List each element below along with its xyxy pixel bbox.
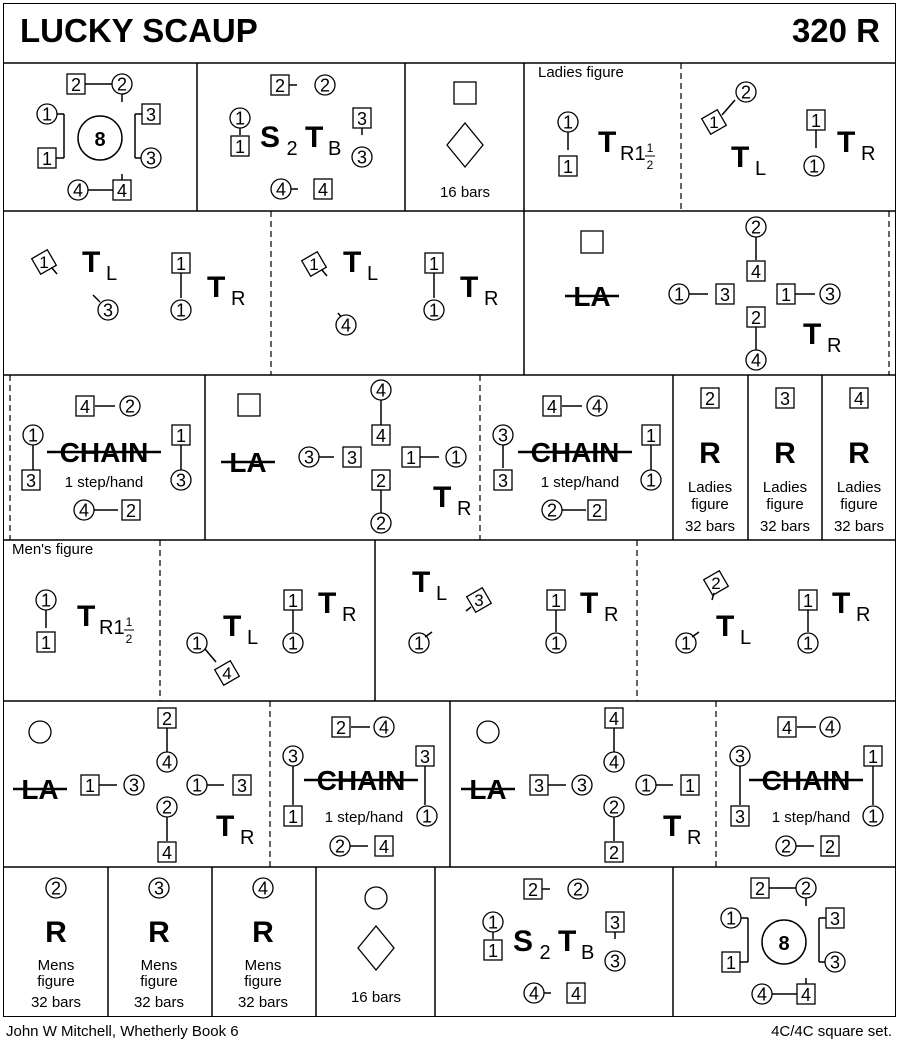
- man-1-label: 1: [810, 111, 822, 131]
- woman-3-label: 3: [824, 284, 836, 305]
- turn-subscript: L: [367, 263, 379, 285]
- woman-2-label: 2: [161, 797, 173, 818]
- turn-subscript: R: [856, 604, 871, 626]
- connector-line: [692, 632, 699, 637]
- woman-4-label: 4: [72, 180, 84, 201]
- man-3-label: 3: [779, 389, 791, 409]
- turn-symbol: T: [207, 271, 226, 304]
- man-2-label: 2: [70, 75, 82, 95]
- turn-right-1-half: T: [598, 126, 617, 159]
- turn-symbol: T: [663, 810, 682, 843]
- turn-symbol: T: [731, 141, 750, 174]
- reel-bars-label: 32 bars: [833, 518, 885, 535]
- leading-man-marker: [581, 231, 603, 253]
- man-3-label: 3: [236, 776, 248, 796]
- reel-symbol: R: [848, 437, 870, 470]
- leading-woman-marker: [477, 721, 499, 743]
- turn-subscript: R: [687, 827, 702, 849]
- man-2-label: 2: [527, 880, 539, 900]
- turn-subscript: L: [247, 627, 259, 649]
- woman-3-label: 3: [734, 746, 746, 767]
- man-3-label: 3: [474, 591, 484, 610]
- connector-line: [93, 295, 100, 302]
- woman-1-label: 1: [191, 633, 203, 654]
- man-1-label: 1: [287, 807, 299, 827]
- turn-subscript: B: [581, 942, 595, 964]
- reel-bars-label: 32 bars: [237, 994, 289, 1011]
- woman-2-label: 2: [50, 878, 62, 899]
- man-4-label: 4: [161, 843, 173, 863]
- woman-2-label: 2: [124, 396, 136, 417]
- reel-symbol: R: [45, 916, 67, 949]
- man-1-label: 1: [40, 633, 52, 653]
- man-1-label: 1: [645, 426, 657, 446]
- man-4-label: 4: [378, 837, 390, 857]
- turn-symbol: T: [580, 587, 599, 620]
- turn-right-1-half: T: [77, 600, 96, 633]
- man-3-label: 3: [145, 105, 157, 125]
- turn-symbol: T: [82, 246, 101, 279]
- reel-figure-line1: Mens: [37, 957, 75, 974]
- woman-4-label: 4: [257, 878, 269, 899]
- man-4-label: 4: [608, 709, 620, 729]
- turn-subscript: R: [342, 604, 357, 626]
- man-4-label: 4: [546, 397, 558, 417]
- set-subscript: 2: [286, 138, 298, 160]
- man-1-label: 1: [725, 953, 737, 973]
- woman-3-label: 3: [303, 447, 315, 468]
- fraction-numerator: 1: [125, 615, 133, 629]
- step-per-hand-label: 1 step/hand: [324, 809, 404, 826]
- reel-figure-line1: Mens: [140, 957, 178, 974]
- set-subscript: 2: [539, 942, 551, 964]
- turn-subscript: R: [861, 143, 876, 165]
- woman-2-label: 2: [780, 836, 792, 857]
- woman-3-label: 3: [829, 952, 841, 973]
- woman-3-label: 3: [609, 951, 621, 972]
- woman-3-label: 3: [145, 148, 157, 169]
- turn-symbol: T: [803, 318, 822, 351]
- turn-subscript: L: [755, 158, 767, 180]
- man-1-label: 1: [562, 157, 574, 177]
- man-2-label: 2: [375, 471, 387, 491]
- reel-figure-line2: figure: [244, 973, 282, 990]
- dance-title: LUCKY SCAUP: [20, 12, 258, 49]
- set-symbol: S: [512, 925, 534, 958]
- woman-4-label: 4: [375, 380, 387, 401]
- turn-subscript: R: [827, 335, 842, 357]
- woman-3-label: 3: [356, 147, 368, 168]
- man-2-label: 2: [704, 389, 716, 409]
- woman-4-label: 4: [608, 752, 620, 773]
- reel-figure-line2: figure: [766, 496, 804, 513]
- circle-eight-label: 8: [94, 129, 106, 151]
- woman-2-label: 2: [319, 75, 331, 96]
- woman-1-label: 1: [40, 590, 52, 611]
- man-4-label: 4: [750, 262, 762, 282]
- man-3-label: 3: [533, 776, 545, 796]
- man-3-label: 3: [829, 909, 841, 929]
- reel-figure-line1: Ladies: [762, 479, 808, 496]
- woman-1-label: 1: [802, 633, 814, 654]
- connector-line: [425, 632, 432, 637]
- man-2-label: 2: [824, 837, 836, 857]
- woman-1-label: 1: [234, 108, 246, 129]
- man-1-label: 1: [39, 253, 49, 272]
- turn-symbol: T: [832, 587, 851, 620]
- woman-1-label: 1: [867, 806, 879, 827]
- ladies-figure-label: Ladies figure: [538, 64, 624, 81]
- leading-woman-marker: [365, 887, 387, 909]
- turn-symbol: T: [716, 610, 735, 643]
- man-1-label: 1: [487, 941, 499, 961]
- diamond-symbol: [358, 926, 394, 970]
- man-2-label: 2: [754, 879, 766, 899]
- man-3-label: 3: [25, 471, 37, 491]
- turn-symbol: T: [223, 610, 242, 643]
- woman-2-label: 2: [750, 217, 762, 238]
- woman-2-label: 2: [546, 500, 558, 521]
- woman-3-label: 3: [153, 878, 165, 899]
- man-2-label: 2: [274, 76, 286, 96]
- woman-4-label: 4: [340, 315, 352, 336]
- turn-symbol: T: [343, 246, 362, 279]
- woman-4-label: 4: [756, 984, 768, 1005]
- woman-3-label: 3: [576, 775, 588, 796]
- woman-3-label: 3: [497, 425, 509, 446]
- reel-symbol: R: [252, 916, 274, 949]
- reel-symbol: R: [148, 916, 170, 949]
- woman-2-label: 2: [375, 513, 387, 534]
- fraction-numerator: 1: [646, 141, 654, 155]
- man-2-label: 2: [750, 308, 762, 328]
- man-3-label: 3: [734, 807, 746, 827]
- reel-figure-line2: figure: [37, 973, 75, 990]
- woman-1-label: 1: [550, 633, 562, 654]
- turn-symbol: T: [216, 810, 235, 843]
- connector-line: [205, 649, 216, 662]
- reel-bars-label: 32 bars: [759, 518, 811, 535]
- reel-figure-line1: Ladies: [687, 479, 733, 496]
- man-1-label: 1: [234, 137, 246, 157]
- chain-label: CHAIN: [761, 765, 851, 796]
- man-2-label: 2: [161, 709, 173, 729]
- woman-4-label: 4: [750, 350, 762, 371]
- turn-subscript: L: [740, 627, 752, 649]
- woman-1-label: 1: [640, 775, 652, 796]
- reel-figure-line2: figure: [691, 496, 729, 513]
- connector-line: [322, 270, 327, 276]
- circle-eight-label: 8: [778, 933, 790, 955]
- step-per-hand-label: 1 step/hand: [540, 474, 620, 491]
- connector-line: [722, 100, 735, 115]
- lead-across-label: LA: [573, 281, 611, 312]
- set-symbol: S: [259, 121, 281, 154]
- woman-2-label: 2: [800, 878, 812, 899]
- woman-1-label: 1: [487, 912, 499, 933]
- connector-line: [466, 607, 471, 611]
- man-3-label: 3: [419, 747, 431, 767]
- woman-4-label: 4: [378, 717, 390, 738]
- set-formation: 4C/4C square set.: [771, 1023, 892, 1040]
- man-2-label: 2: [125, 501, 137, 521]
- woman-3-label: 3: [175, 470, 187, 491]
- man-4-label: 4: [781, 718, 793, 738]
- woman-1-label: 1: [645, 470, 657, 491]
- reel-figure-line1: Mens: [244, 957, 282, 974]
- reel-figure-line2: figure: [140, 973, 178, 990]
- woman-3-label: 3: [128, 775, 140, 796]
- man-2-label: 2: [711, 574, 721, 593]
- turn-subscript: R1: [99, 617, 125, 639]
- diamond-symbol: [447, 123, 483, 167]
- man-4-label: 4: [116, 181, 128, 201]
- lead-across-label: LA: [469, 774, 507, 805]
- woman-1-label: 1: [41, 104, 53, 125]
- bars-16-label: 16 bars: [439, 184, 491, 201]
- man-1-label: 1: [309, 255, 319, 274]
- man-3-label: 3: [356, 109, 368, 129]
- reel-figure-line1: Ladies: [836, 479, 882, 496]
- bars-16-label: 16 bars: [350, 989, 402, 1006]
- chain-label: CHAIN: [530, 437, 620, 468]
- man-1-label: 1: [287, 591, 299, 611]
- reel-bars-label: 32 bars: [30, 994, 82, 1011]
- turn-symbol: T: [318, 587, 337, 620]
- reel-bars-label: 32 bars: [684, 518, 736, 535]
- woman-2-label: 2: [740, 82, 752, 103]
- turn-subscript: R: [484, 288, 499, 310]
- turn-both-symbol: T: [305, 121, 324, 154]
- turn-symbol: T: [433, 481, 452, 514]
- woman-4-label: 4: [275, 179, 287, 200]
- reel-symbol: R: [774, 437, 796, 470]
- turn-symbol: T: [460, 271, 479, 304]
- woman-4-label: 4: [591, 396, 603, 417]
- man-4-label: 4: [317, 180, 329, 200]
- dance-code: 320 R: [791, 12, 880, 49]
- woman-4-label: 4: [824, 717, 836, 738]
- turn-subscript: L: [106, 263, 118, 285]
- chain-label: CHAIN: [59, 437, 149, 468]
- man-1-label: 1: [867, 747, 879, 767]
- woman-4-label: 4: [78, 500, 90, 521]
- leading-man-marker: [454, 82, 476, 104]
- woman-4-label: 4: [161, 752, 173, 773]
- woman-1-label: 1: [725, 908, 737, 929]
- man-1-label: 1: [41, 149, 53, 169]
- man-1-label: 1: [550, 591, 562, 611]
- woman-2-label: 2: [608, 797, 620, 818]
- woman-1-label: 1: [450, 447, 462, 468]
- woman-1-label: 1: [680, 633, 692, 654]
- man-4-label: 4: [79, 397, 91, 417]
- turn-symbol: T: [412, 566, 431, 599]
- woman-3-label: 3: [102, 300, 114, 321]
- turn-both-symbol: T: [558, 925, 577, 958]
- woman-4-label: 4: [528, 983, 540, 1004]
- turn-subscript: B: [328, 138, 342, 160]
- man-1-label: 1: [175, 426, 187, 446]
- woman-2-label: 2: [572, 879, 584, 900]
- woman-1-label: 1: [421, 806, 433, 827]
- man-4-label: 4: [853, 389, 865, 409]
- woman-1-label: 1: [413, 633, 425, 654]
- reel-symbol: R: [699, 437, 721, 470]
- fraction-denominator: 2: [646, 158, 654, 172]
- man-4-label: 4: [375, 426, 387, 446]
- man-1-label: 1: [428, 254, 440, 274]
- leading-woman-marker: [29, 721, 51, 743]
- man-2-label: 2: [608, 843, 620, 863]
- turn-subscript: R1: [620, 143, 646, 165]
- turn-subscript: L: [436, 583, 448, 605]
- woman-1-label: 1: [27, 425, 39, 446]
- woman-1-label: 1: [562, 112, 574, 133]
- woman-1-label: 1: [673, 284, 685, 305]
- man-1-label: 1: [84, 776, 96, 796]
- reel-bars-label: 32 bars: [133, 994, 185, 1011]
- man-4-label: 4: [222, 664, 232, 683]
- woman-1-label: 1: [428, 300, 440, 321]
- turn-subscript: R: [240, 827, 255, 849]
- mens-figure-label: Men's figure: [12, 541, 94, 558]
- man-1-label: 1: [802, 591, 814, 611]
- turn-symbol: T: [837, 126, 856, 159]
- fraction-denominator: 2: [125, 632, 133, 646]
- man-1-label: 1: [709, 113, 719, 132]
- woman-3-label: 3: [287, 746, 299, 767]
- dance-credit: John W Mitchell, Whetherly Book 6: [6, 1023, 239, 1040]
- woman-1-label: 1: [808, 156, 820, 177]
- turn-subscript: R: [231, 288, 246, 310]
- man-3-label: 3: [719, 285, 731, 305]
- lead-across-label: LA: [21, 774, 59, 805]
- reel-figure-line2: figure: [840, 496, 878, 513]
- turn-subscript: R: [604, 604, 619, 626]
- man-2-label: 2: [591, 501, 603, 521]
- leading-man-marker: [238, 394, 260, 416]
- man-3-label: 3: [609, 913, 621, 933]
- step-per-hand-label: 1 step/hand: [64, 474, 144, 491]
- man-1-label: 1: [684, 776, 696, 796]
- man-2-label: 2: [335, 718, 347, 738]
- step-per-hand-label: 1 step/hand: [771, 809, 851, 826]
- woman-2-label: 2: [334, 836, 346, 857]
- turn-subscript: R: [457, 498, 472, 520]
- woman-1-label: 1: [175, 300, 187, 321]
- woman-2-label: 2: [116, 74, 128, 95]
- man-3-label: 3: [346, 448, 358, 468]
- man-1-label: 1: [405, 448, 417, 468]
- man-3-label: 3: [497, 471, 509, 491]
- connector-line: [52, 268, 57, 274]
- woman-1-label: 1: [287, 633, 299, 654]
- man-1-label: 1: [175, 254, 187, 274]
- man-4-label: 4: [800, 985, 812, 1005]
- lead-across-label: LA: [229, 447, 267, 478]
- chain-label: CHAIN: [316, 765, 406, 796]
- man-4-label: 4: [570, 984, 582, 1004]
- man-1-label: 1: [780, 285, 792, 305]
- woman-1-label: 1: [191, 775, 203, 796]
